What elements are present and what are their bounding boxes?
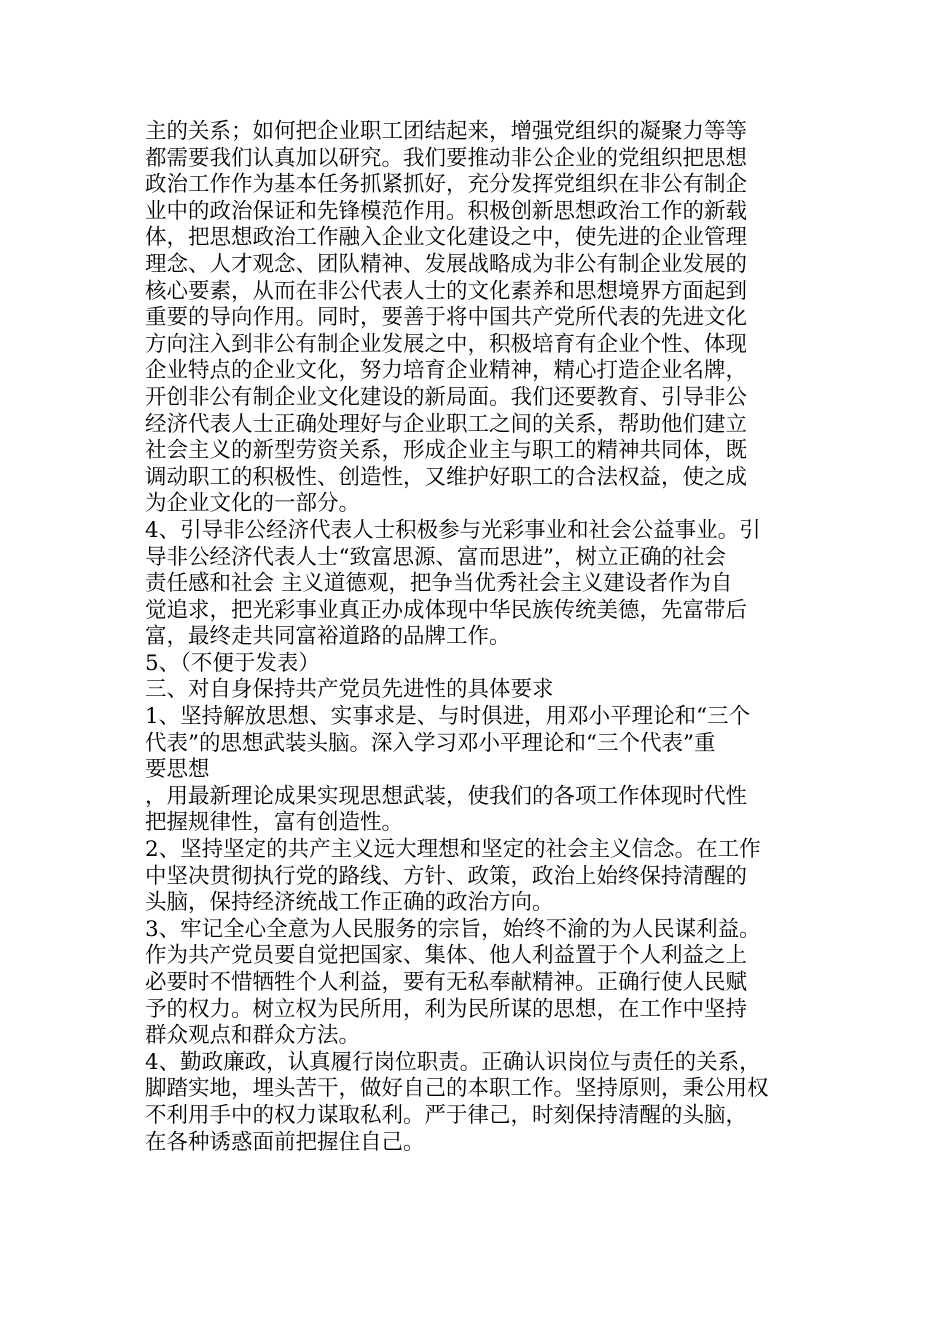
text-line: 在各种诱惑面前把握住自己。 bbox=[145, 1129, 425, 1155]
text-line: 经济代表人士正确处理好与企业职工之间的关系，帮助他们建立 bbox=[145, 411, 748, 437]
text-line: 社会主义的新型劳资关系，形成企业主与职工的精神共同体，既 bbox=[145, 438, 748, 464]
text-line: 方向注入到非公有制企业发展之中，积极培育有企业个性、体现 bbox=[145, 331, 748, 357]
text-line: 予的权力。树立权为民所用，利为民所谋的思想，在工作中坚持 bbox=[145, 996, 748, 1022]
text-line: 脚踏实地，埋头苦干，做好自己的本职工作。坚持原则，秉公用权 bbox=[145, 1076, 769, 1102]
text-line: 代表”的思想武装头脑。深入学习邓小平理论和“三个代表”重 bbox=[145, 730, 716, 756]
text-line: 企业特点的企业文化，努力培育企业精神，精心打造企业名牌， bbox=[145, 358, 748, 384]
text-line: 重要的导向作用。同时，要善于将中国共产党所代表的先进文化 bbox=[145, 305, 748, 331]
text-line: 为企业文化的一部分。 bbox=[145, 491, 361, 517]
text-line: 导非公经济代表人士“致富思源、富而思进”，树立正确的社会 bbox=[145, 544, 726, 570]
text-line: 业中的政治保证和先锋模范作用。积极创新思想政治工作的新载 bbox=[145, 198, 748, 224]
text-line: 主的关系；如何把企业职工团结起来，增强党组织的凝聚力等等 bbox=[145, 119, 748, 144]
text-line: 政治工作作为基本任务抓紧抓好，充分发挥党组织在非公有制企 bbox=[145, 172, 748, 198]
text-line: 1、坚持解放思想、实事求是、与时俱进，用邓小平理论和“三个 bbox=[145, 704, 751, 730]
text-line: 要思想 bbox=[145, 757, 210, 783]
text-line: ，用最新理论成果实现思想武装，使我们的各项工作体现时代性 bbox=[145, 783, 748, 809]
text-line: 3、牢记全心全意为人民服务的宗旨，始终不渝的为人民谋利益。 bbox=[145, 916, 761, 942]
text-line: 中坚决贯彻执行党的路线、方针、政策，政治上始终保持清醒的 bbox=[145, 863, 748, 889]
text-line: 富，最终走共同富裕道路的品牌工作。 bbox=[145, 624, 511, 650]
text-line: 2、坚持坚定的共产主义远大理想和坚定的社会主义信念。在工作 bbox=[145, 837, 761, 863]
text-line: 觉追求，把光彩事业真正办成体现中华民族传统美德，先富带后 bbox=[145, 597, 748, 623]
text-line: 把握规律性，富有创造性。 bbox=[145, 810, 404, 836]
text-line: 4、勤政廉政，认真履行岗位职责。正确认识岗位与责任的关系， bbox=[145, 1049, 761, 1075]
text-line: 必要时不惜牺牲个人利益，要有无私奉献精神。正确行使人民赋 bbox=[145, 970, 748, 995]
text-line: 责任感和社会 主义道德观，把争当优秀社会主义建设者作为自 bbox=[145, 571, 733, 597]
text-line: 作为共产党员要自觉把国家、集体、他人利益置于个人利益之上 bbox=[145, 943, 748, 969]
text-line: 群众观点和群众方法。 bbox=[145, 1023, 361, 1049]
text-line: 三、对自身保持共产党员先进性的具体要求 bbox=[145, 677, 554, 703]
text-line: 4、引导非公经济代表人士积极参与光彩事业和社会公益事业。引 bbox=[145, 517, 761, 543]
text-line: 体，把思想政治工作融入企业文化建设之中，使先进的企业管理 bbox=[145, 225, 748, 251]
text-line: 5、（不便于发表） bbox=[145, 650, 320, 676]
text-line: 不利用手中的权力谋取私利。严于律己，时刻保持清醒的头脑， bbox=[145, 1102, 748, 1128]
text-line: 开创非公有制企业文化建设的新局面。我们还要教育、引导非公 bbox=[145, 384, 748, 410]
text-line: 调动职工的积极性、创造性，又维护好职工的合法权益，使之成 bbox=[145, 464, 748, 490]
text-line: 核心要素，从而在非公代表人士的文化素养和思想境界方面起到 bbox=[145, 278, 748, 304]
document-body bbox=[145, 119, 815, 1156]
text-line: 理念、人才观念、团队精神、发展战略成为非公有制企业发展的 bbox=[145, 251, 748, 277]
text-line: 头脑，保持经济统战工作正确的政治方向。 bbox=[145, 890, 554, 916]
text-line: 都需要我们认真加以研究。我们要推动非公企业的党组织把思想 bbox=[145, 145, 748, 171]
